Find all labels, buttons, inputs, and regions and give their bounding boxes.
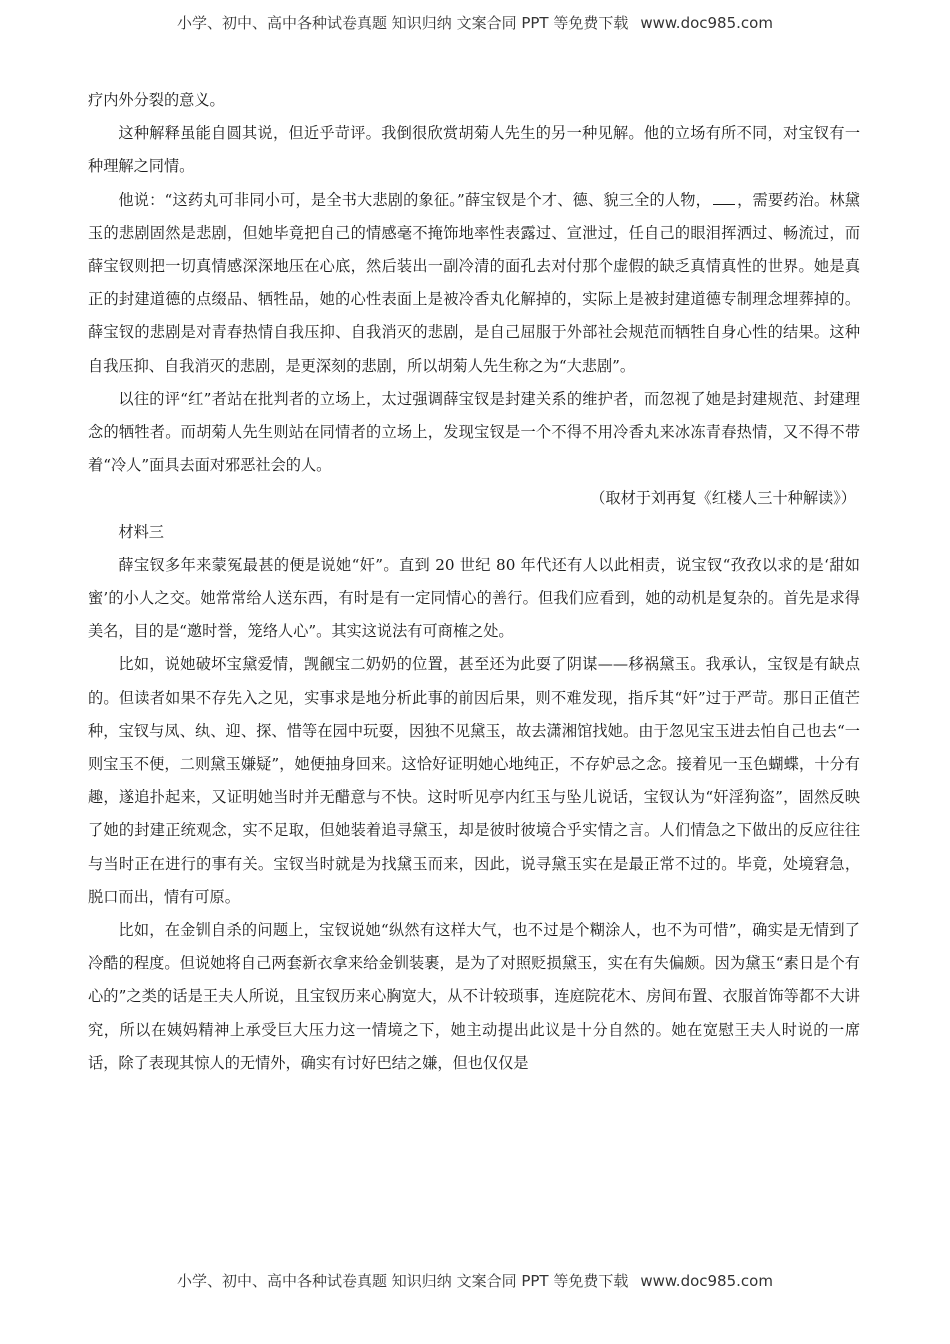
section-heading: 材料三 — [118, 522, 164, 541]
footer-url[interactable]: www.doc985.com — [640, 1272, 773, 1290]
source-citation: （取材于刘再复《红楼人三十种解读》） — [590, 489, 856, 508]
paragraph-2: 这种解释虽能自圆其说，但近乎苛评。我倒很欣赏胡菊人先生的另一种见解。他的立场有所不同，对宝钗有一种理解之同情。 — [88, 124, 860, 176]
paragraph-5: 薛宝钗多年来蒙冤最甚的便是说她“奸”。直到 20 世纪 80 年代还有人以此相责，说宝钗“孜孜以求的是‘甜如蜜’的小人之交。她常常给人送东西，有时是有一定同情心的善行。但我们应看到，她的动机是复杂的。首先是求得美名，目的是“邀时誉，笼络人心”。其实这说法有可商榷之处。 — [88, 555, 860, 641]
paragraph-3-start: 他说：“这药丸可非同小可，是全书大悲剧的象征。”薛宝钗是个才、德、貌三全的人物， — [118, 190, 711, 209]
paragraph-3 — [88, 184, 860, 383]
paragraph-7: 比如，在金钏自杀的问题上，宝钗说她“纵然有这样大气，也不过是个糊涂人，也不为可惜”，确实是无情到了冷酷的程度。但说她将自己两套新衣拿来给金钏装裹，是为了对照贬损黛玉，实在有失偏颇。因为黛玉“素日是个有心的”之类的话是王夫人所说，且宝钗历来心胸宽大，从不计较琐事，连庭院花木、房间布置、衣服首饰等都不大讲究，所以在姨妈精神上承受巨大压力这一情境之下，她主动提出此议是十分自然的。她在宽慰王夫人时说的一席话，除了表现其惊人的无情外，确实有讨好巴结之嫌，但也仅仅是 — [88, 921, 860, 1072]
document-body — [88, 84, 860, 1080]
paragraph-4: 以往的评“红”者站在批判者的立场上，太过强调薛宝钗是封建关系的维护者，而忽视了她是封建规范、封建理念的牺牲者。而胡菊人先生则站在同情者的立场上，发现宝钗是一个不得不用冷香丸来冰冻青春热情，又不得不带着“冷人”面具去面对邪恶社会的人。 — [88, 389, 860, 475]
page-footer — [0, 1270, 950, 1291]
page-header — [0, 12, 950, 33]
paragraph-3-rest: ，需要药治。林黛玉的悲剧固然是悲剧，但她毕竟把自己的情感毫不掩饰地率性表露过、宣泄过，任自己的眼泪挥洒过、畅流过，而薛宝钗则把一切真情感深深地压在心底，然后装出一副冷清的面孔去对付那个虚假的缺乏真情真性的世界。她是真正的封建道德的点缀品、牺牲品，她的心性表面上是被冷香丸化解掉的，实际上是被封建道德专制理念埋葬掉的。薛宝钗的悲剧是对青春热情自我压抑、自我消灭的悲剧，是自己屈服于外部社会规范而牺牲自身心性的结果。这种自我压抑、自我消灭的悲剧，是更深刻的悲剧，所以胡菊人先生称之为“大悲剧”。 — [88, 190, 860, 375]
paragraph-6: 比如，说她破坏宝黛爱情，觊觎宝二奶奶的位置，甚至还为此耍了阴谋——移祸黛玉。我承认，宝钗是有缺点的。但读者如果不存先入之见，实事求是地分析此事的前因后果，则不难发现，指斥其“奸”过于严苛。那日正值芒种，宝钗与凤、纨、迎、探、惜等在园中玩耍，因独不见黛玉，故去潇湘馆找她。由于忽见宝玉进去怕自己也去“一则宝玉不便，二则黛玉嫌疑”，她便抽身回来。这恰好证明她心地纯正，不存妒忌之念。接着见一玉色蝴蝶，十分有趣，遂追扑起来，又证明她当时并无醋意与不快。这时听见亭内红玉与坠儿说话，宝钗认为“奸淫狗盗”，固然反映了她的封建正统观念，实不足取，但她装着追寻黛玉，却是彼时彼境合乎实情之言。人们情急之下做出的反应往往与当时正在进行的事有关。宝钗当时就是为找黛玉而来，因此，说寻黛玉实在是最正常不过的。毕竟，处境窘急，脱口而出，情有可原。 — [88, 655, 860, 906]
fill-in-blank — [713, 190, 735, 205]
header-url[interactable]: www.doc985.com — [640, 14, 773, 32]
footer-text: 小学、初中、高中各种试卷真题 知识归纳 文案合同 PPT 等免费下载 — [177, 1272, 629, 1290]
paragraph-1: 疗内外分裂的意义。 — [88, 91, 225, 109]
header-text: 小学、初中、高中各种试卷真题 知识归纳 文案合同 PPT 等免费下载 — [177, 14, 629, 32]
